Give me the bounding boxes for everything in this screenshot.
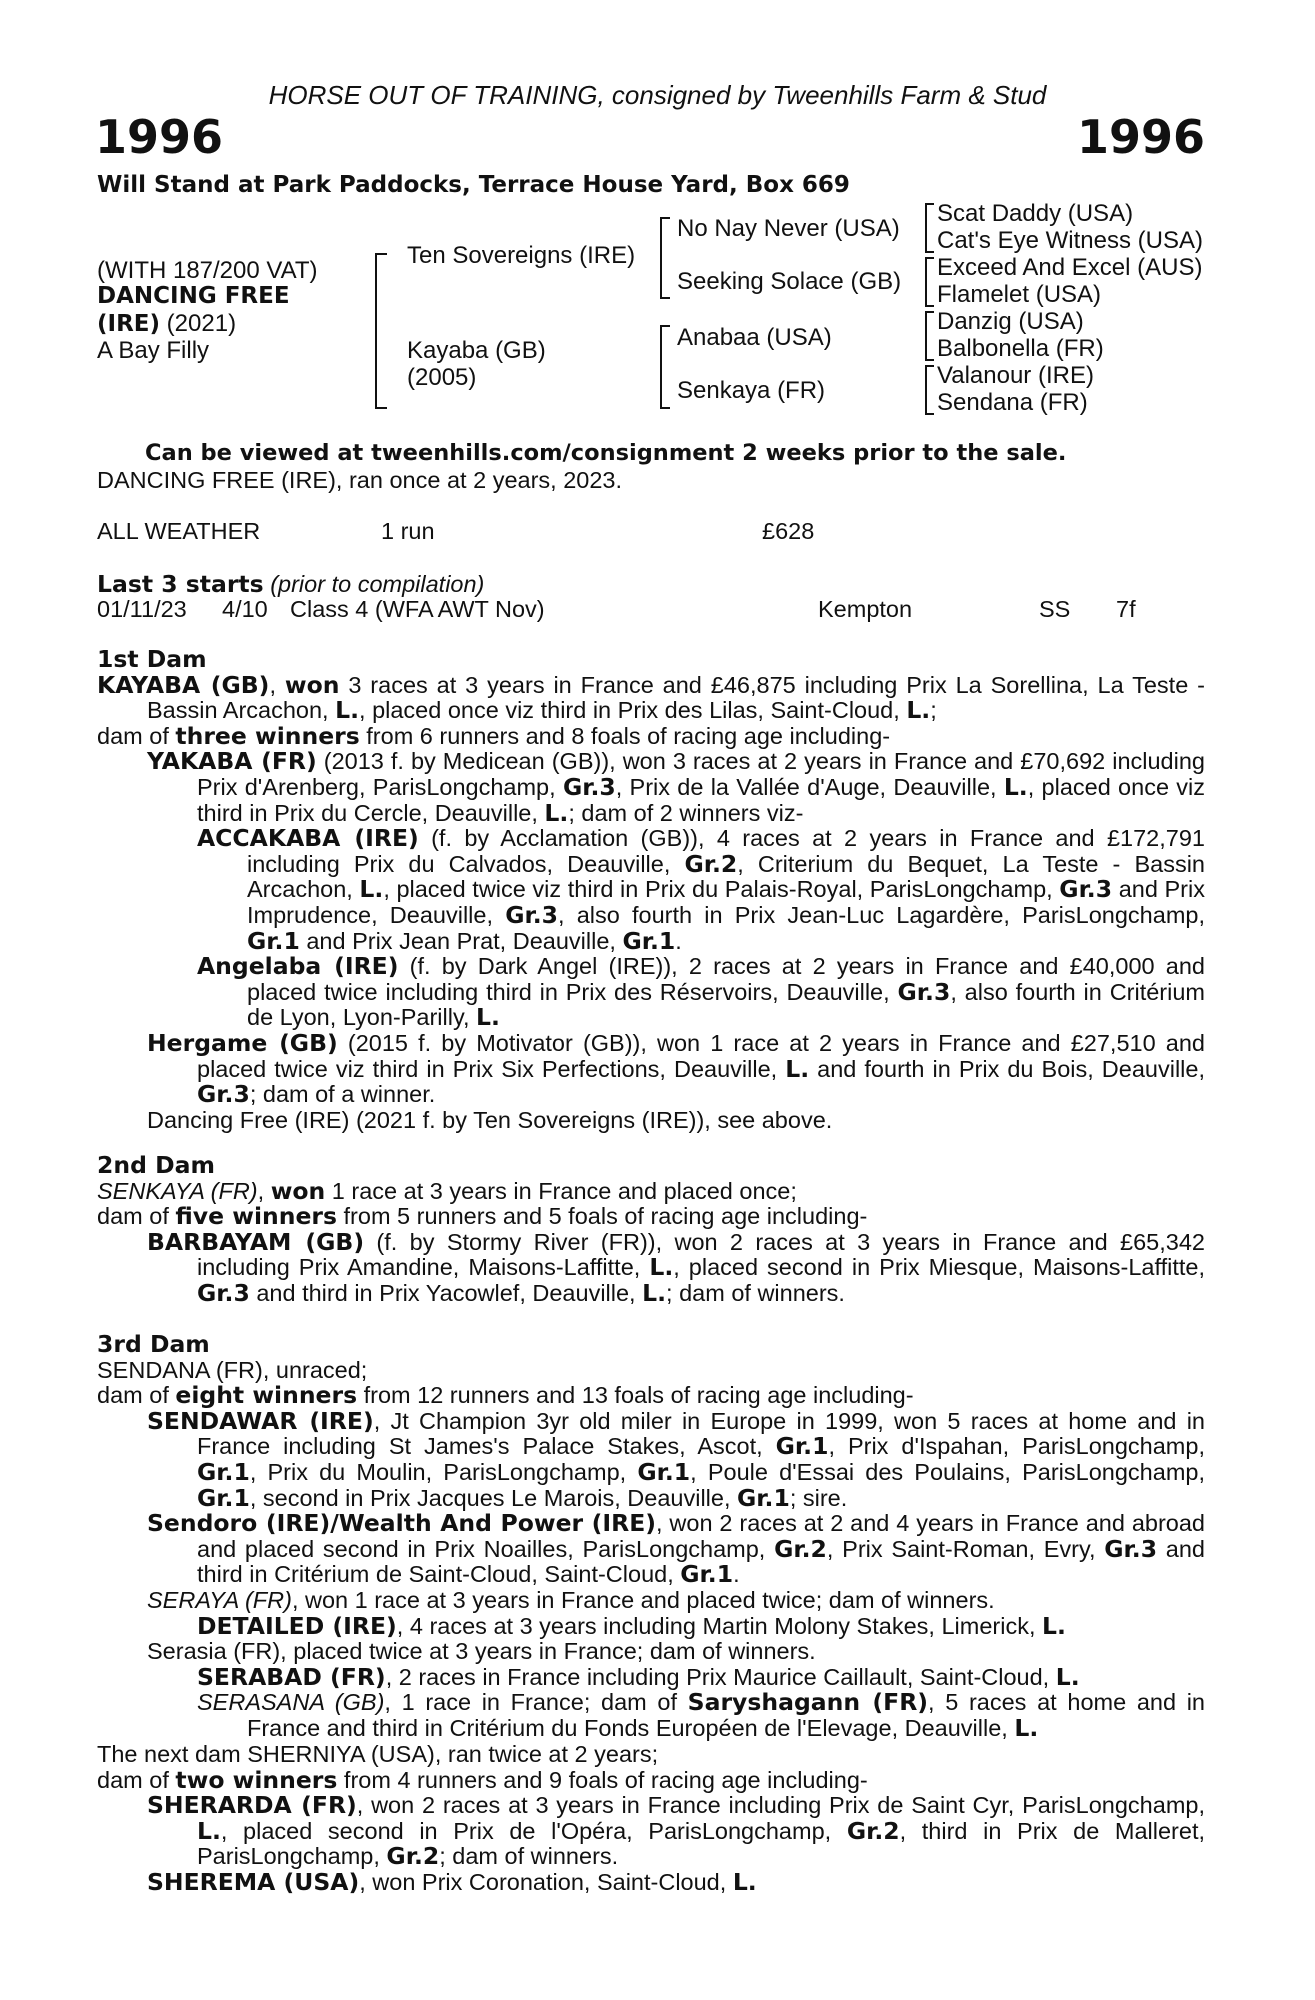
sherniya-entry: The next dam SHERNIYA (USA), ran twice at 2 years; <box>97 1741 659 1767</box>
produce-winners: five winners <box>175 1202 337 1231</box>
horse-year: (2021) <box>160 310 237 337</box>
serasana-text-1: , 1 race in France; dam of <box>384 1689 688 1716</box>
accakaba-text-6: and Prix Jean Prat, Deauville, <box>299 927 623 954</box>
serabad-name: SERABAD (FR) <box>197 1662 386 1691</box>
accakaba-name: ACCAKABA (IRE) <box>197 824 419 853</box>
sherarda-entry <box>97 1793 1205 1870</box>
kayaba-won: won <box>284 670 340 699</box>
accakaba-grade-4: Gr.1 <box>247 926 300 955</box>
hergame-name: Hergame (GB) <box>147 1028 338 1057</box>
second-dam-section <box>97 1153 1205 1307</box>
produce-suffix: from 6 runners and 8 foals of racing age including- <box>359 722 891 749</box>
pedigree-dsd: Balbonella (FR) <box>937 335 1104 362</box>
yakaba-text-2: , Prix de la Vallée d'Auge, Deauville, <box>615 773 1004 800</box>
sherarda-grade-1: Gr.2 <box>846 1816 900 1845</box>
sendawar-text-1: , Jt Champion 3yr old miler in Europe in 1999, won 5 races at home and in France including St James's Palace Stakes, Ascot, <box>197 1407 1205 1460</box>
last-starts-note: (prior to compilation) <box>263 571 485 597</box>
sendoro-text-1: , won 2 races at 2 and 4 years in France and abroad and placed second in Prix Noailles, ParisLongchamp, <box>197 1510 1206 1562</box>
serasana-text-2: , 5 races at home and in France and third in Critérium du Fonds Européen de l'Elevage, Deauville, <box>247 1689 1205 1741</box>
seraya-name: SERAYA (FR) <box>147 1586 292 1613</box>
angelaba-text-2: , also fourth in Critérium de Lyon, Lyon-Parilly, <box>247 978 1205 1031</box>
sendoro-grade-2: Gr.3 <box>1104 1534 1158 1563</box>
pedigree-brace-sd <box>925 257 934 307</box>
produce-suffix: from 5 runners and 5 foals of racing age including- <box>336 1203 868 1230</box>
kayaba-entry: KAYABA (GB), won 3 races at 3 years in France and £46,875 including Prix La Sorellina, La Teste - Bassin Arcachon, L., placed once viz third in Prix des Lilas, Saint-Cloud, L.; <box>97 670 1205 725</box>
angelaba-grade-1: Gr.3 <box>897 977 951 1006</box>
angelaba-listed-1: L. <box>476 1003 500 1032</box>
sendoro-text-4: . <box>733 1561 740 1588</box>
accakaba-grade-5: Gr.1 <box>622 926 676 955</box>
hergame-grade-1: Gr.3 <box>197 1080 250 1109</box>
sendawar-text-2: , Prix d'Ispahan, ParisLongchamp, <box>828 1433 1205 1460</box>
lot-number-left: 1996 <box>95 110 224 164</box>
start-date: 01/11/23 <box>97 596 187 622</box>
angelaba-text-1: (f. by Dark Angel (IRE)), 2 races at 2 years in France and £40,000 and placed twice including third in Prix des Réservoirs, Deauville, <box>247 953 1205 1005</box>
barbayam-grade-1: Gr.3 <box>197 1278 250 1307</box>
sendawar-entry <box>97 1406 1205 1512</box>
sherema-listed-1: L. <box>732 1867 757 1896</box>
hergame-entry <box>97 1028 1205 1109</box>
seraya-entry <box>97 1588 1205 1614</box>
last-starts-heading <box>97 570 484 598</box>
sendawar-grade-4: Gr.1 <box>197 1483 250 1512</box>
serasana-entry <box>97 1690 1205 1741</box>
pedigree-dam: Kayaba (GB) <box>407 337 546 364</box>
detailed-text-1: , 4 races at 3 years including Martin Molony Stakes, Limerick, <box>396 1612 1043 1639</box>
yakaba-listed-2: L. <box>544 798 569 827</box>
pedigree-brace-sire <box>660 217 670 299</box>
accakaba-grade-1: Gr.2 <box>684 849 738 878</box>
kayaba-text-1: 3 races at 3 years in France and £46,875 including Prix La Sorellina, La Teste - Bassin Arcachon, <box>147 671 1205 724</box>
pedigree-sire-sire: No Nay Never (USA) <box>677 215 900 242</box>
serabad-entry <box>97 1662 1205 1691</box>
produce-suffix: from 4 runners and 9 foals of racing age including- <box>337 1766 868 1793</box>
produce-winners: two winners <box>175 1765 338 1794</box>
sendoro-text-3: and third in Critérium de Saint-Cloud, Saint-Cloud, <box>197 1535 1205 1588</box>
senkaya-produce-line <box>97 1204 1205 1230</box>
pedigree-dam-dam: Senkaya (FR) <box>677 377 826 404</box>
start-race: Class 4 (WFA AWT Nov) <box>290 596 545 622</box>
sherema-name: SHEREMA (USA) <box>147 1867 360 1896</box>
yakaba-name: YAKABA (FR) <box>147 747 317 776</box>
horse-description: A Bay Filly <box>97 337 210 364</box>
pedigree-dam-sire: Anabaa (USA) <box>677 324 832 351</box>
yakaba-listed-1: L. <box>1003 772 1028 801</box>
accakaba-text-2: , Criterium du Bequet, La Teste - Bassin Arcachon, <box>247 850 1205 903</box>
start-position: 4/10 <box>222 596 268 622</box>
produce-prefix: dam of <box>97 1382 176 1409</box>
sendawar-name: SENDAWAR (IRE) <box>147 1406 374 1435</box>
horse-name: DANCING FREE <box>97 283 290 309</box>
senkaya-won: won <box>270 1176 326 1205</box>
sendawar-grade-5: Gr.1 <box>737 1483 790 1512</box>
sendawar-text-6: ; sire. <box>789 1484 848 1511</box>
senkaya-sep: , <box>257 1177 271 1204</box>
produce-prefix: dam of <box>97 1766 176 1793</box>
seraya-text: , won 1 race at 3 years in France and placed twice; dam of winners. <box>291 1586 995 1613</box>
accakaba-text-1: (f. by Acclamation (GB)), 4 races at 2 years in France and £172,791 including Prix du Calvados, Deauville, <box>247 825 1205 877</box>
pedigree-sire-dam: Seeking Solace (GB) <box>677 268 902 295</box>
accakaba-text-7: . <box>675 927 682 954</box>
pedigree-dam-year: (2005) <box>407 364 477 391</box>
pedigree-brace-main <box>375 253 387 409</box>
pedigree-brace-ss <box>925 203 934 253</box>
lot-number-right: 1996 <box>1076 110 1205 164</box>
pedigree-brace-dd <box>925 365 934 415</box>
accakaba-entry <box>97 826 1205 954</box>
produce-suffix: from 12 runners and 13 foals of racing age including- <box>357 1382 914 1409</box>
last-starts-title: Last 3 starts <box>97 570 264 598</box>
start-going: SS <box>1039 596 1071 622</box>
produce-winners: three winners <box>175 721 360 750</box>
sherema-text-1: , won Prix Coronation, Saint-Cloud, <box>359 1868 733 1895</box>
pedigree-sire: Ten Sovereigns (IRE) <box>407 242 636 269</box>
viewing-note: Can be viewed at tweenhills.com/consignment 2 weeks prior to the sale. <box>145 440 1067 466</box>
sendana-produce-line <box>97 1383 1205 1409</box>
sendoro-name: Sendoro (IRE)/Wealth And Power (IRE) <box>147 1509 657 1538</box>
sherarda-text-2: , placed second in Prix de l'Opéra, ParisLongchamp, <box>220 1817 847 1844</box>
pedigree-ddd: Sendana (FR) <box>937 389 1088 416</box>
barbayam-listed-1: L. <box>649 1253 674 1282</box>
next-dam-section <box>97 1742 1205 1896</box>
pedigree-ssd: Cat's Eye Witness (USA) <box>937 227 1203 254</box>
accakaba-text-4: and Prix Imprudence, Deauville, <box>247 876 1205 928</box>
sherarda-text-4: ; dam of winners. <box>439 1843 619 1870</box>
serabad-listed-1: L. <box>1055 1662 1080 1691</box>
barbayam-text-2: , placed second in Prix Miesque, Maisons-Laffitte, <box>673 1254 1206 1281</box>
angelaba-name: Angelaba (IRE) <box>197 952 399 981</box>
pedigree-brace-ds <box>925 311 934 361</box>
produce-winners: eight winners <box>175 1381 358 1410</box>
kayaba-listed-1: L. <box>335 696 360 725</box>
horse-vat: (WITH 187/200 VAT) <box>97 257 318 284</box>
sendawar-grade-1: Gr.1 <box>775 1432 829 1461</box>
accakaba-text-5: , also fourth in Prix Jean-Luc Lagardère, ParisLongchamp, <box>558 901 1205 928</box>
accakaba-grade-3: Gr.3 <box>505 900 558 929</box>
sherarda-listed-1: L. <box>197 1816 221 1845</box>
kayaba-listed-2: L. <box>906 696 931 725</box>
serasana-listed-1: L. <box>1014 1713 1039 1742</box>
sendawar-text-3: , Prix du Moulin, ParisLongchamp, <box>249 1458 638 1485</box>
senkaya-entry <box>97 1176 1205 1205</box>
sendoro-entry <box>97 1511 1205 1588</box>
accakaba-text-3: , placed twice viz third in Prix du Palais-Royal, ParisLongchamp, <box>383 876 1060 903</box>
sendana-entry: SENDANA (FR), unraced; <box>97 1356 368 1383</box>
sendoro-text-2: , Prix Saint-Roman, Evry, <box>826 1535 1105 1562</box>
barbayam-text-1: (f. by Stormy River (FR)), won 2 races at 3 years in France and £65,342 including Prix Amandine, Maisons-Laffitte, <box>197 1228 1205 1281</box>
dancing-free-entry: Dancing Free (IRE) (2021 f. by Ten Sovereigns (IRE)), see above. <box>147 1106 833 1133</box>
sendoro-grade-3: Gr.1 <box>680 1560 734 1589</box>
serasana-name: SERASANA (GB) <box>197 1689 385 1716</box>
pedigree-brace-dam <box>660 325 670 409</box>
sendawar-grade-3: Gr.1 <box>637 1457 691 1486</box>
horse-country: (IRE) <box>97 311 161 337</box>
hergame-listed-1: L. <box>785 1054 810 1083</box>
detailed-listed-1: L. <box>1042 1611 1066 1640</box>
record-prize: £628 <box>762 518 815 544</box>
yakaba-text-1: (2013 f. by Medicean (GB)), won 3 races at 2 years in France and £70,692 including Prix d'Arenberg, ParisLongchamp, <box>197 748 1205 800</box>
pedigree-sds: Exceed And Excel (AUS) <box>937 254 1203 281</box>
third-dam-heading: 3rd Dam <box>97 1330 210 1358</box>
detailed-entry <box>97 1611 1205 1640</box>
produce-prefix: dam of <box>97 722 176 749</box>
barbayam-text-4: ; dam of winners. <box>666 1279 845 1306</box>
hergame-text-2: and fourth in Prix du Bois, Deauville, <box>809 1055 1205 1082</box>
accakaba-grade-2: Gr.3 <box>1059 875 1113 904</box>
first-dam-heading: 1st Dam <box>97 645 207 673</box>
record-surface: ALL WEATHER <box>97 518 261 544</box>
stand-location: Will Stand at Park Paddocks, Terrace House Yard, Box 669 <box>97 172 850 198</box>
first-dam-section <box>97 647 1205 1133</box>
yakaba-entry <box>97 749 1205 826</box>
pedigree-sdd: Flamelet (USA) <box>937 281 1102 308</box>
serasia-entry: Serasia (FR), placed twice at 3 years in France; dam of winners. <box>147 1638 816 1665</box>
pedigree-dds: Valanour (IRE) <box>937 362 1094 389</box>
sherarda-grade-2: Gr.2 <box>386 1842 440 1871</box>
consignment-subtitle: HORSE OUT OF TRAINING, consigned by Tweenhills Farm & Stud <box>268 80 1047 110</box>
senkaya-name: SENKAYA (FR) <box>97 1177 258 1204</box>
start-distance: 7f <box>1116 596 1136 622</box>
hergame-text-3: ; dam of a winner. <box>249 1081 436 1108</box>
yakaba-grade-1: Gr.3 <box>562 772 616 801</box>
sherarda-text-1: , won 2 races at 3 years in France including Prix de Saint Cyr, ParisLongchamp, <box>356 1792 1205 1819</box>
barbayam-listed-2: L. <box>642 1278 667 1307</box>
yakaba-text-4: ; dam of 2 winners viz- <box>568 799 804 826</box>
horse-origin <box>97 310 236 338</box>
race-summary: DANCING FREE (IRE), ran once at 2 years, 2023. <box>97 467 623 493</box>
angelaba-entry <box>97 954 1205 1031</box>
sherarda-name: SHERARDA (FR) <box>147 1791 357 1820</box>
sendawar-grade-2: Gr.1 <box>197 1457 250 1486</box>
serabad-text-1: , 2 races in France including Prix Maurice Caillault, Saint-Cloud, <box>385 1663 1056 1690</box>
yakaba-text-3: , placed once viz third in Prix du Cercle, Deauville, <box>197 773 1206 826</box>
detailed-name: DETAILED (IRE) <box>197 1611 397 1640</box>
sendawar-text-5: , second in Prix Jacques Le Marois, Deauville, <box>249 1484 738 1511</box>
sendawar-text-4: , Poule d'Essai des Poulains, ParisLongchamp, <box>690 1458 1205 1485</box>
kayaba-name: KAYABA (GB) <box>97 670 270 699</box>
sendoro-grade-1: Gr.2 <box>774 1534 827 1563</box>
pedigree-sss: Scat Daddy (USA) <box>937 200 1134 227</box>
sherniya-produce-line <box>97 1765 1205 1794</box>
produce-prefix: dam of <box>97 1203 176 1230</box>
hergame-text-1: (2015 f. by Motivator (GB)), won 1 race at 2 years in France and £27,510 and placed twice viz third in Prix Six Perfections, Deauville, <box>197 1029 1205 1082</box>
pedigree-dss: Danzig (USA) <box>937 308 1084 335</box>
sherarda-text-3: , third in Prix de Malleret, ParisLongchamp, <box>197 1817 1206 1870</box>
kayaba-produce-line <box>97 721 1205 750</box>
record-runs: 1 run <box>381 518 435 544</box>
saryshagann-name: Saryshagann (FR) <box>687 1688 929 1717</box>
kayaba-text-2: , placed once viz third in Prix des Lilas, Saint-Cloud, <box>359 697 907 724</box>
sherema-entry <box>97 1867 1205 1896</box>
senkaya-text: 1 race at 3 years in France and placed once; <box>325 1177 797 1204</box>
barbayam-text-3: and third in Prix Yacowlef, Deauville, <box>249 1279 643 1306</box>
kayaba-text-3: ; <box>930 697 937 724</box>
start-course: Kempton <box>818 596 913 622</box>
barbayam-name: BARBAYAM (GB) <box>147 1227 365 1256</box>
second-dam-heading: 2nd Dam <box>97 1151 215 1179</box>
third-dam-section <box>97 1332 1205 1742</box>
barbayam-entry <box>97 1227 1206 1307</box>
accakaba-listed-1: L. <box>359 875 384 904</box>
